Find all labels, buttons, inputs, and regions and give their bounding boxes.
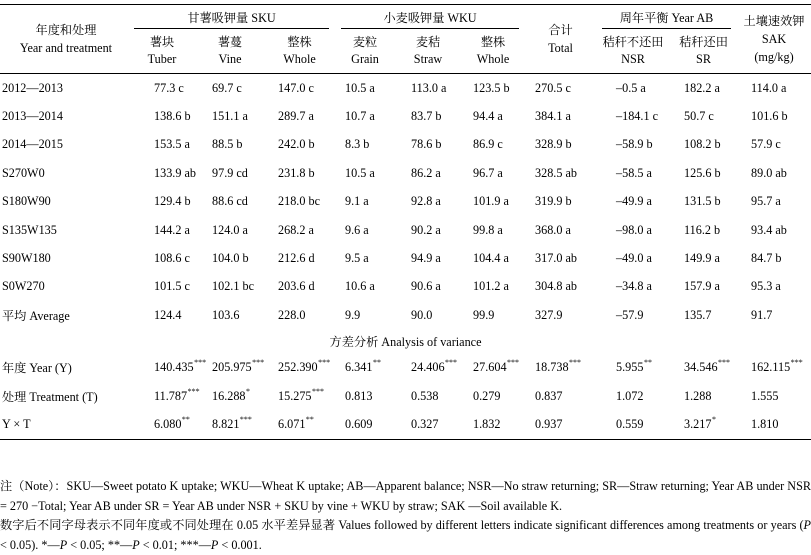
table-cell: 88.5 b (212, 137, 243, 152)
significance-mark: * (246, 386, 251, 396)
table-row (0, 74, 811, 103)
table-cell: 99.9 (473, 307, 495, 322)
table-cell: 103.6 (212, 307, 240, 322)
table-cell: 92.8 a (411, 194, 441, 209)
table-cell: 90.6 a (411, 279, 441, 294)
table-cell: 10.7 a (345, 109, 375, 124)
anova-cell: 18.738*** (535, 358, 582, 375)
anova-cell: 162.115*** (751, 358, 803, 375)
table-cell: 368.0 a (535, 222, 571, 237)
table-cell: 182.2 a (684, 80, 720, 95)
header-sr: 秸秆还田 SR (679, 35, 728, 66)
table-cell: 304.8 ab (535, 279, 577, 294)
significance-mark: *** (312, 386, 325, 396)
anova-cell: 1.072 (616, 388, 644, 403)
table-cell: 123.5 b (473, 80, 510, 95)
significance-mark: ** (372, 358, 381, 368)
table-cell: 149.9 a (684, 251, 720, 266)
table-cell: 90.0 (411, 307, 433, 322)
anova-cell: 1.832 (473, 416, 501, 431)
table-cell: 83.7 b (411, 109, 442, 124)
anova-cell: 0.559 (616, 416, 644, 431)
table-cell: 99.8 a (473, 222, 503, 237)
table-cell: 10.6 a (345, 279, 375, 294)
table-cell: 8.3 b (345, 137, 370, 152)
table-cell: 124.4 (154, 307, 182, 322)
anova-cell: 11.787*** (154, 386, 200, 403)
table-cell: –98.0 a (616, 222, 652, 237)
table-cell: –0.5 a (616, 80, 646, 95)
significance-mark: * (711, 414, 716, 424)
table-cell: –58.9 b (616, 137, 653, 152)
table-cell: 90.2 a (411, 222, 441, 237)
anova-cell: 5.955** (616, 358, 652, 375)
table-cell: –57.9 (616, 307, 644, 322)
anova-cell: 8.821*** (212, 414, 252, 431)
row-label: 平均 Average (2, 308, 70, 323)
table-row (0, 216, 811, 244)
header-straw: 麦秸 Straw (413, 35, 443, 66)
table-cell: 242.0 b (278, 137, 315, 152)
anova-cell: 6.071** (278, 414, 314, 431)
row-label: S270W0 (2, 165, 45, 180)
significance-mark: *** (239, 414, 252, 424)
note-significance: 数字后不同字母表示不同年度或不同处理在 0.05 水平差异显著 Values followed by different letters indicate significant differences among treatments or years (P < 0.05). *—P < 0.05; **—P < 0.01; ***—P < 0.001. (0, 518, 811, 552)
table-row (0, 244, 811, 272)
table-cell: 94.4 a (473, 109, 503, 124)
table-cell: 9.1 a (345, 194, 369, 209)
table-cell: 218.0 bc (278, 194, 320, 209)
table-cell: –49.9 a (616, 194, 652, 209)
table-cell: 69.7 c (212, 80, 242, 95)
table-cell: 88.6 cd (212, 194, 248, 209)
table-cell: –58.5 a (616, 165, 652, 180)
note-abbreviations: 注（Note）：SKU—Sweet potato K uptake; WKU—Wheat K uptake; AB—Apparent balance; NSR—No straw returning; SR—Straw returning; Year AB under NSR = 270 −Total; Year AB under SR = Year AB under NSR + SKU by vine + WKU by straw; SAK —Soil available K. (0, 479, 811, 513)
significance-mark: *** (252, 358, 265, 368)
table-cell: 101.6 b (751, 109, 788, 124)
table-cell: 108.6 c (154, 251, 190, 266)
table-body (0, 74, 811, 330)
significance-mark: *** (507, 358, 520, 368)
header-sak: 土壤速效钾 SAK (mg/kg) (743, 14, 805, 64)
table-cell: 50.7 c (684, 109, 714, 124)
header-total: 合计 Total (548, 23, 573, 55)
table-cell: 104.0 b (212, 251, 249, 266)
table-cell: 203.6 d (278, 279, 315, 294)
anova-title-row (0, 330, 811, 354)
significance-mark: *** (790, 358, 803, 368)
anova-cell: 16.288* (212, 386, 251, 403)
anova-cell: 0.327 (411, 416, 439, 431)
table-cell: 317.0 ab (535, 251, 577, 266)
anova-cell: 24.406*** (411, 358, 458, 375)
anova-row (0, 382, 811, 410)
table-cell: –184.1 c (616, 109, 658, 124)
table-cell: 129.4 b (154, 194, 191, 209)
table-cell: 114.0 a (751, 80, 787, 95)
table-row (0, 159, 811, 187)
anova-cell: 0.538 (411, 388, 439, 403)
anova-cell: 1.555 (751, 388, 779, 403)
table-row (0, 188, 811, 216)
table-cell: –49.0 a (616, 251, 652, 266)
table-cell: 77.3 c (154, 80, 184, 95)
anova-cell: 27.604*** (473, 358, 520, 375)
table-cell: 101.5 c (154, 279, 190, 294)
table-cell: 86.9 c (473, 137, 503, 152)
anova-cell: 0.609 (345, 416, 373, 431)
header-year-treatment: 年度和处理 Year and treatment (19, 23, 113, 55)
table-cell: 97.9 cd (212, 165, 248, 180)
header-row-1 (0, 5, 811, 30)
anova-cell: 1.288 (684, 388, 712, 403)
table-cell: 93.4 ab (751, 222, 787, 237)
anova-cell: 0.937 (535, 416, 563, 431)
row-label: S0W270 (2, 279, 45, 294)
anova-row-label: Y × T (2, 416, 31, 431)
header-tuber: 薯块 Tuber (147, 35, 177, 66)
significance-mark: ** (305, 414, 314, 424)
table-cell: 10.5 a (345, 80, 375, 95)
header-ab-group: 周年平衡 Year AB (596, 5, 737, 30)
table-cell: 89.0 ab (751, 165, 787, 180)
table-row (0, 102, 811, 130)
table-row (0, 301, 811, 329)
table-cell: 95.3 a (751, 279, 781, 294)
significance-mark: *** (718, 358, 731, 368)
table-cell: 147.0 c (278, 80, 314, 95)
anova-cell: 6.080** (154, 414, 190, 431)
table-cell: 151.1 a (212, 109, 248, 124)
table-cell: 86.2 a (411, 165, 441, 180)
header-nsr: 秸秆不还田 NSR (602, 35, 664, 66)
table-cell: –34.8 a (616, 279, 652, 294)
table-cell: 9.5 a (345, 251, 369, 266)
table-row (0, 273, 811, 301)
row-label: 2014—2015 (2, 137, 63, 152)
table-cell: 289.7 a (278, 109, 314, 124)
table-cell: 125.6 b (684, 165, 721, 180)
table-cell: 113.0 a (411, 80, 447, 95)
table-cell: 153.5 a (154, 137, 190, 152)
table-cell: 94.9 a (411, 251, 441, 266)
anova-cell: 1.810 (751, 416, 779, 431)
table-cell: 319.9 b (535, 194, 572, 209)
header-grain: 麦粒 Grain (351, 35, 379, 66)
table-cell: 57.9 c (751, 137, 781, 152)
anova-row (0, 354, 811, 382)
table-cell: 10.5 a (345, 165, 375, 180)
table-cell: 102.1 bc (212, 279, 254, 294)
table-cell: 157.9 a (684, 279, 720, 294)
anova-body (0, 354, 811, 440)
table-cell: 91.7 (751, 307, 773, 322)
anova-cell: 252.390*** (278, 358, 331, 375)
table-cell: 327.9 (535, 307, 563, 322)
significance-mark: *** (445, 358, 458, 368)
header-sku-group: 甘薯吸钾量 SKU (128, 5, 335, 30)
anova-cell: 34.546*** (684, 358, 731, 375)
anova-cell: 205.975*** (212, 358, 265, 375)
header-wku-whole: 整株 Whole (476, 35, 510, 66)
row-label: 2013—2014 (2, 109, 63, 124)
table-cell: 135.7 (684, 307, 712, 322)
anova-row-label: 年度 Year (Y) (2, 361, 72, 376)
significance-mark: *** (194, 358, 207, 368)
anova-cell: 15.275*** (278, 386, 325, 403)
table-cell: 144.2 a (154, 222, 190, 237)
table-cell: 116.2 b (684, 222, 721, 237)
table-cell: 101.9 a (473, 194, 509, 209)
table-cell: 133.9 ab (154, 165, 196, 180)
significance-mark: *** (569, 358, 582, 368)
anova-cell: 140.435*** (154, 358, 207, 375)
table-cell: 212.6 d (278, 251, 315, 266)
anova-cell: 6.341** (345, 358, 381, 375)
anova-row-label: 处理 Treatment (T) (2, 389, 98, 404)
significance-mark: *** (318, 358, 331, 368)
table-cell: 138.6 b (154, 109, 191, 124)
table-cell: 270.5 c (535, 80, 571, 95)
row-label: S180W90 (2, 194, 51, 209)
table-cell: 384.1 a (535, 109, 571, 124)
row-label: S135W135 (2, 222, 57, 237)
significance-mark: *** (187, 386, 200, 396)
anova-cell: 0.813 (345, 388, 373, 403)
significance-mark: ** (643, 358, 652, 368)
table-cell: 124.0 a (212, 222, 248, 237)
table-cell: 231.8 b (278, 165, 315, 180)
table-cell: 96.7 a (473, 165, 503, 180)
table-cell: 228.0 (278, 307, 306, 322)
table-cell: 104.4 a (473, 251, 509, 266)
header-wku-group: 小麦吸钾量 WKU (335, 5, 525, 30)
data-table (0, 4, 811, 440)
row-label: 2012—2013 (2, 80, 63, 95)
table-row (0, 131, 811, 159)
row-label: S90W180 (2, 251, 51, 266)
table-cell: 108.2 b (684, 137, 721, 152)
significance-mark: ** (181, 414, 190, 424)
table-cell: 131.5 b (684, 194, 721, 209)
table-cell: 328.5 ab (535, 165, 577, 180)
anova-cell: 3.217* (684, 414, 716, 431)
table-cell: 268.2 a (278, 222, 314, 237)
table-cell: 101.2 a (473, 279, 509, 294)
anova-cell: 0.837 (535, 388, 563, 403)
anova-row (0, 410, 811, 439)
table-cell: 9.6 a (345, 222, 369, 237)
table-cell: 78.6 b (411, 137, 442, 152)
table-cell: 95.7 a (751, 194, 781, 209)
table-cell: 9.9 (345, 307, 361, 322)
anova-title: 方差分析 Analysis of variance (329, 335, 482, 350)
table-cell: 84.7 b (751, 251, 782, 266)
anova-cell: 0.279 (473, 388, 501, 403)
table-note (0, 477, 811, 555)
table-cell: 328.9 b (535, 137, 572, 152)
header-sku-whole: 整株 Whole (283, 35, 316, 66)
header-vine: 薯蔓 Vine (217, 35, 243, 66)
